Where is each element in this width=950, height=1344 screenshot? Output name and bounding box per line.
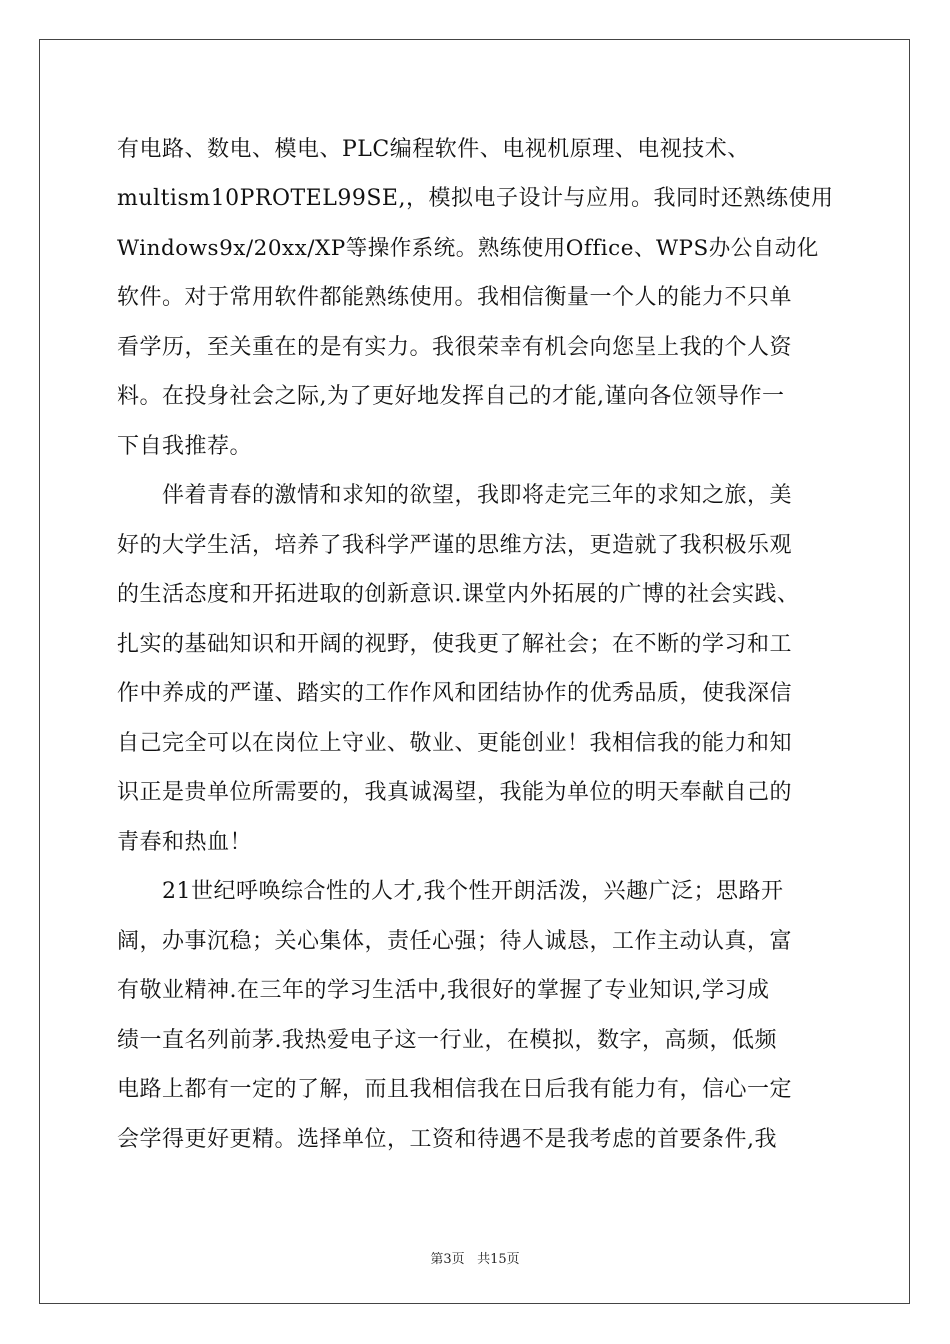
text-line: 伴着青春的激情和求知的欲望，我即将走完三年的求知之旅，美 [162,483,793,508]
page-total: 共15页 [477,1252,520,1267]
text-line: 下自我推荐。 [117,434,253,459]
footer-spacer [465,1252,477,1267]
text-line: 青春和热血！ [117,830,253,855]
page-footer [0,1248,950,1267]
text-line: 会学得更好更精。选择单位，工资和待遇不是我考虑的首要条件,我 [117,1127,777,1152]
page-number: 第3页 [430,1252,465,1267]
text-line: 有电路、数电、模电、PLC编程软件、电视机原理、电视技术、 [117,137,750,162]
text-line: multism10PROTEL99SE,，模拟电子设计与应用。我同时还熟练使用 [117,186,834,211]
page-border [39,39,910,1304]
text-line: 的生活态度和开拓进取的创新意识.课堂内外拓展的广博的社会实践、 [117,582,800,607]
text-line: 绩一直名列前茅.我热爱电子这一行业，在模拟，数字，高频，低频 [117,1028,777,1053]
text-line: 看学历，至关重在的是有实力。我很荣幸有机会向您呈上我的个人资 [117,335,793,360]
text-line: 21世纪呼唤综合性的人才,我个性开朗活泼，兴趣广泛；思路开 [162,879,784,904]
text-line: 好的大学生活，培养了我科学严谨的思维方法，更造就了我积极乐观 [117,533,793,558]
text-line: 扎实的基础知识和开阔的视野，使我更了解社会；在不断的学习和工 [117,632,793,657]
text-line: 作中养成的严谨、踏实的工作作风和团结协作的优秀品质，使我深信 [117,681,793,706]
text-line: 自己完全可以在岗位上守业、敬业、更能创业！我相信我的能力和知 [117,731,793,756]
text-line: 电路上都有一定的了解，而且我相信我在日后我有能力有，信心一定 [117,1077,793,1102]
text-line: 软件。对于常用软件都能熟练使用。我相信衡量一个人的能力不只单 [117,285,793,310]
text-line: Windows9x/20xx/XP等操作系统。熟练使用Office、WPS办公自动化 [117,236,819,261]
text-line: 有敬业精神.在三年的学习生活中,我很好的掌握了专业知识,学习成 [117,978,770,1003]
text-line: 阔，办事沉稳；关心集体，责任心强；待人诚恳，工作主动认真，富 [117,929,793,954]
text-line: 料。在投身社会之际,为了更好地发挥自己的才能,谨向各位领导作一 [117,384,785,409]
text-line: 识正是贵单位所需要的，我真诚渴望，我能为单位的明天奉献自己的 [117,780,793,805]
